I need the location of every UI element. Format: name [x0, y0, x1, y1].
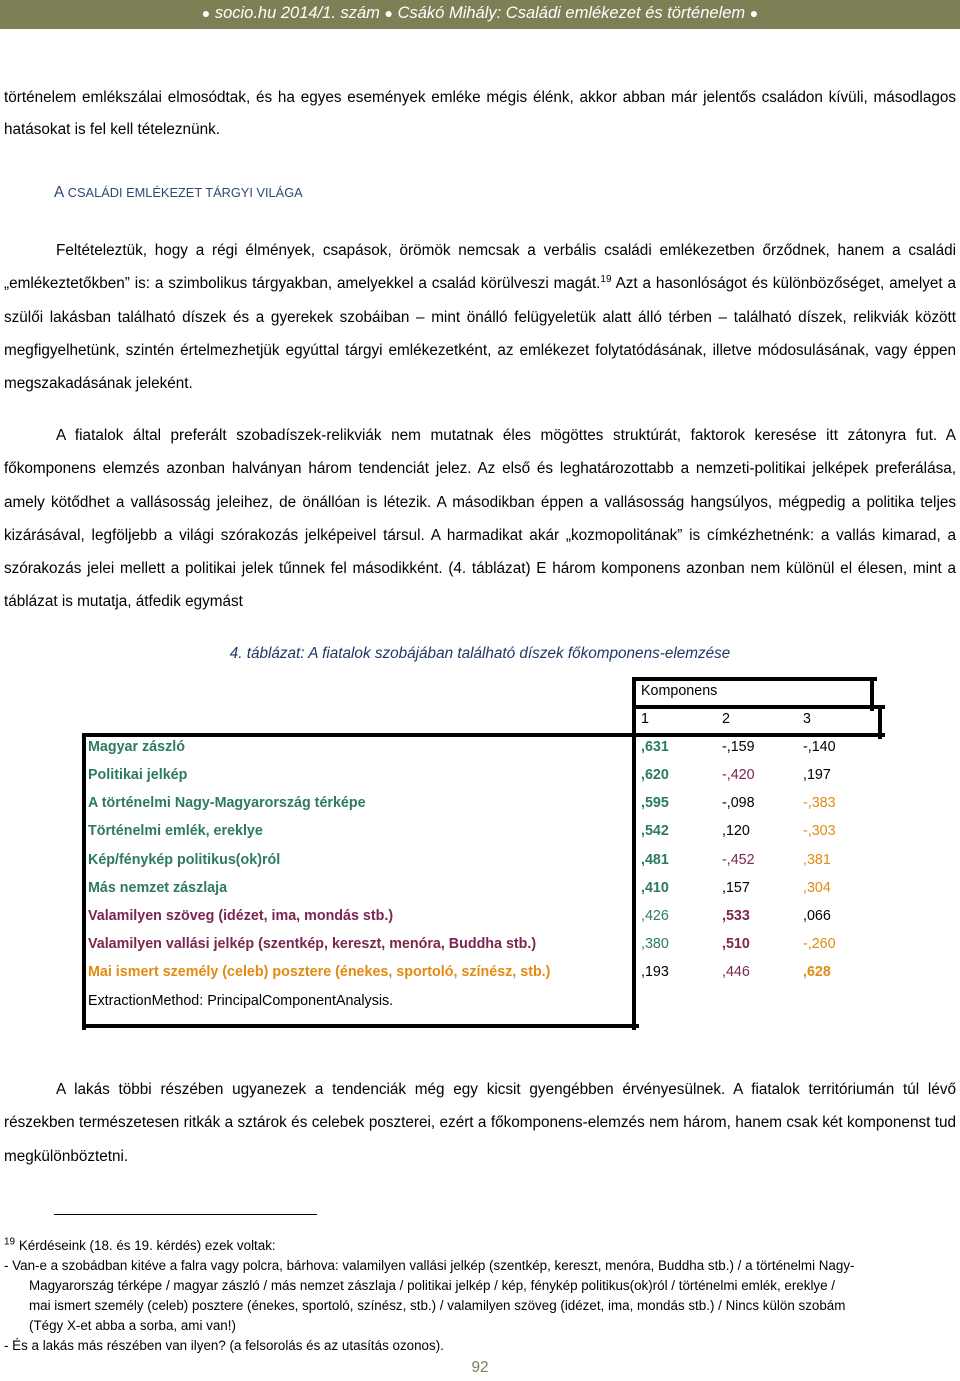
table-cell: ,595	[641, 795, 669, 811]
header-bullet: ●	[384, 5, 393, 21]
table-row-label: A történelmi Nagy-Magyarország térképe	[88, 795, 366, 811]
table-rule	[632, 677, 636, 1030]
header-bullet: ●	[201, 5, 211, 21]
table-cell: -,140	[803, 739, 836, 755]
footnote-ref[interactable]: 19	[600, 274, 612, 286]
table-rule	[632, 677, 877, 681]
table-cell: ,628	[803, 964, 831, 980]
section-title-rest: CSALÁDI EMLÉKEZET TÁRGYI VILÁGA	[64, 185, 303, 200]
paragraph-components: A fiatalok által preferált szobadíszek-relikviák nem mutatnak éles mögöttes struktúrát, faktorok keresése itt zátonyra fut. A főkomponens elemzés azonban halványan három tendenciát jelez. Az első és leghatározottabb a nemzeti-politikai jelképek preferálása, amely kötődhet a vallásosság jeleihez, de önállóan is létezik. A másodikban éppen a vallásosság hangsúlyos, mégpedig a politika teljes kizárásával, legföljebb a világi szórakozás jelképeivel társul. A harmadikat akár „kozmopolitának” is címkézhetnénk: a vallás kimarad, a szórakozás jelei mellett a politikai jelek tűnnek fel másodikként. (4. táblázat) E három komponens azonban nem különül el élesen, mint a táblázat is mutatja, átfedik egymást	[4, 427, 956, 611]
table-cell: ,066	[803, 908, 831, 924]
table-row-label: Más nemzet zászlaja	[88, 880, 228, 896]
header-issue: 2014/1. szám	[280, 4, 380, 22]
table-row-label: Kép/fénykép politikus(ok)ról	[88, 852, 281, 868]
footnote-divider	[54, 1214, 317, 1215]
table-cell: ,481	[641, 852, 669, 868]
table-cell: -,383	[803, 795, 836, 811]
header-article: Csákó Mihály: Családi emlékezet és történelem	[397, 4, 746, 22]
table-cell: -,420	[722, 767, 755, 783]
paragraph-intro: történelem emlékszálai elmosódtak, és ha egyes események emléke mégis élénk, akkor abban már jelentős családon kívüli, másodlagos hatásokat is fel kell tételeznünk.	[4, 89, 956, 138]
table-cell: ,533	[722, 908, 750, 924]
table-cell: -,098	[722, 795, 755, 811]
footnote-intro-text: Kérdéseink (18. és 19. kérdés) ezek voltak:	[15, 1238, 276, 1253]
table-cell: ,193	[641, 964, 669, 980]
section-title	[54, 184, 303, 202]
table-row-label: Politikai jelkép	[88, 767, 188, 783]
table-col-header: 1	[641, 711, 649, 727]
table-cell: -,159	[722, 739, 755, 755]
table-row-label: Valamilyen vallási jelkép (szentkép, kereszt, menóra, Buddha stb.)	[88, 936, 537, 952]
table-rule	[878, 705, 882, 739]
table-cell: ,446	[722, 964, 750, 980]
paragraph-objects-text-cont: Azt a hasonlóságot és különbözőséget, amelyet a szülői lakásban található díszek és a gyerekek szobáiban – mint önálló felügyeletük alatt álló térben – található díszek, relikviák között megfigyelhetünk, szintén értelmezhetjük egyúttal tárgyi emlékezetként, az emlékezet folytatódásának, illetve módosulásának, vagy éppen megszakadásának jeleként.	[4, 275, 957, 393]
table-cell: ,197	[803, 767, 831, 783]
table-cell: ,510	[722, 936, 750, 952]
running-header-text	[0, 4, 960, 23]
table-cell: ,631	[641, 739, 669, 755]
table-caption	[0, 645, 960, 663]
header-bullet: ●	[749, 5, 759, 21]
table-cell: ,426	[641, 908, 669, 924]
paragraph-objects	[4, 234, 956, 400]
footnote-line: - Van-e a szobádban kitéve a falra vagy polcra, bárhova: valamilyen vallási jelkép (szentkép, kereszt, menóra, Buddha stb.) / a történelmi Nagy-	[4, 1258, 855, 1273]
table-rule	[632, 705, 885, 709]
table-caption-text: 4. táblázat: A fiatalok szobájában található díszek főkomponens-elemzése	[229, 645, 731, 662]
table-cell: -,452	[722, 852, 755, 868]
table-cell: ,120	[722, 823, 750, 839]
table-row-label: Mai ismert személy (celeb) posztere (énekes, sportoló, színész, stb.)	[88, 964, 551, 980]
table-cell: ,380	[641, 936, 669, 952]
table-cell: -,303	[803, 823, 836, 839]
footnote-intro	[4, 1238, 276, 1253]
table-group-header: Komponens	[641, 683, 718, 699]
table-rule	[82, 1024, 639, 1028]
table-cell: ,381	[803, 852, 831, 868]
footnote-line: mai ismert személy (celeb) posztere (énekes, sportoló, színész, stb.) / valamilyen szöveg (idézet, ima, mondás stb.) / Nincs külön szobám	[29, 1298, 846, 1313]
header-site: socio.hu	[214, 4, 277, 22]
page-number: 92	[471, 1359, 489, 1376]
footnote-line: Magyarország térképe / magyar zászló / más nemzet zászlaja / politikai jelkép / kép, fénykép politikus(ok)ról / történelmi emlék, ereklye /	[29, 1278, 836, 1293]
footnote-number: 19	[4, 1236, 16, 1248]
table-cell: -,260	[803, 936, 836, 952]
table-cell: ,620	[641, 767, 669, 783]
table-row-label: Történelmi emlék, ereklye	[88, 823, 263, 839]
table-col-header: 2	[722, 711, 730, 727]
table-footer-note: ExtractionMethod: PrincipalComponentAnalysis.	[88, 993, 394, 1009]
section-title-initial: A	[54, 184, 65, 201]
table-rule	[870, 677, 874, 711]
table-cell: ,304	[803, 880, 831, 896]
table-cell: ,157	[722, 880, 750, 896]
footnote-line: - És a lakás más részében van ilyen? (a felsorolás és az utasítás ozonos).	[4, 1338, 444, 1353]
table-rule	[82, 733, 86, 1030]
table-cell: ,410	[641, 880, 669, 896]
table-cell: ,542	[641, 823, 669, 839]
running-header	[0, 0, 960, 29]
table-row-label: Magyar zászló	[88, 739, 185, 755]
footnote-line: (Tégy X-et abba a sorba, ami van!)	[29, 1318, 236, 1333]
table-rule	[82, 733, 885, 737]
table-row-label: Valamilyen szöveg (idézet, ima, mondás stb.)	[88, 908, 394, 924]
paragraph-objects-text: Feltételeztük, hogy a régi élmények, csapások, örömök nemcsak a verbális családi emlékezetben őrződnek, hanem a családi „emlékeztetőkben” is: a szimbolikus tárgyakban, amelyekkel a család körülveszi magát.	[4, 242, 956, 293]
paragraph-rest-of-home: A lakás többi részében ugyanezek a tendenciák még egy kicsit gyengébben érvényesülnek. A fiatalok territóriumán túl lévő részekben természetesen ritkák a sztárok és celebek poszterei, ezért a főkomponens-elemzés nem három, hanem csak két komponenst tud megkülönböztetni.	[4, 1081, 956, 1165]
table-col-header: 3	[803, 711, 811, 727]
